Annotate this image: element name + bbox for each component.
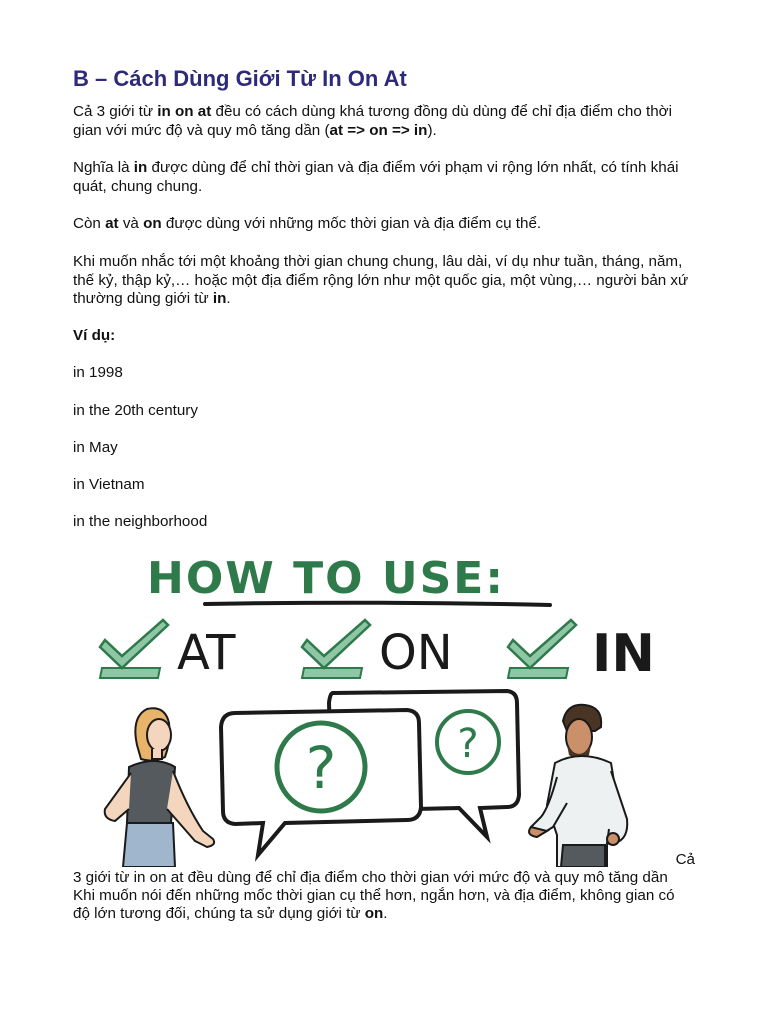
caption-line xyxy=(73,887,695,923)
text: Cả 3 giới từ xyxy=(73,103,158,120)
bold-text: at => on => in xyxy=(329,121,428,139)
option-at: AT xyxy=(177,625,236,681)
paragraph-in-meaning xyxy=(73,159,695,196)
text: ). xyxy=(427,121,437,139)
example-item: in 1998 xyxy=(73,364,123,381)
text: Còn xyxy=(73,215,106,232)
bold-text: on xyxy=(364,905,384,922)
paragraph-usage xyxy=(73,253,695,309)
caption-line: 3 giới từ in on at đều dùng để chỉ địa điểm cho thời gian với mức độ và quy mô tăng dần xyxy=(73,869,668,886)
bold-text: in on at xyxy=(157,103,212,120)
example-item: in May xyxy=(73,439,118,456)
paragraph-intro xyxy=(73,103,695,140)
bold-text: in xyxy=(133,159,148,176)
bold-text: on xyxy=(143,215,162,232)
option-on: ON xyxy=(379,625,453,681)
speech-bubble-front xyxy=(221,710,421,855)
section-heading: B – Cách Dùng Giới Từ In On At xyxy=(73,66,407,91)
examples-label: Ví dụ: xyxy=(73,327,116,344)
man-figure xyxy=(529,705,627,867)
illustration-title: HOW TO USE: xyxy=(147,553,505,604)
title-underline xyxy=(205,603,550,605)
text: và xyxy=(118,215,144,232)
text: Khi muốn nói đến những mốc thời gian cụ thể hơn, ngắn hơn, và địa điểm, không gian có độ lớn tương đối, chúng ta sử dụng giới từ xyxy=(73,887,675,922)
bold-text: in xyxy=(212,290,227,307)
paragraph-at-on xyxy=(73,215,695,234)
bold-text: at xyxy=(105,215,119,232)
question-mark: ? xyxy=(457,721,479,767)
question-mark: ? xyxy=(305,734,337,802)
how-to-use-illustration xyxy=(95,545,665,867)
example-item: in the neighborhood xyxy=(73,513,208,530)
text: Nghĩa là xyxy=(73,159,134,176)
woman-figure xyxy=(105,708,214,867)
caption-start: Cả xyxy=(675,851,695,868)
text: được dùng để chỉ thời gian và địa điểm với phạm vi rộng lớn nhất, có tính khái quát, chung chung. xyxy=(73,159,679,195)
check-icon xyxy=(100,620,168,678)
example-item: in Vietnam xyxy=(73,476,145,493)
text: Khi muốn nhắc tới một khoảng thời gian chung chung, lâu dài, ví dụ như tuần, tháng, năm, thế kỷ, thập kỷ,… hoặc một địa điểm rộng lớn như một quốc gia, một vùng,… người bản xứ thường dùng giới từ xyxy=(73,253,689,307)
example-item: in the 20th century xyxy=(73,402,198,419)
text: đều có cách dùng khá tương đồng dù dùng để chỉ địa điểm cho thời gian với mức độ và quy mô tăng dần ( xyxy=(73,103,672,139)
text: . xyxy=(226,290,231,307)
text: . xyxy=(383,905,388,922)
check-icon xyxy=(302,620,370,678)
option-in: IN xyxy=(592,624,655,684)
text: được dùng với những mốc thời gian và địa điểm cụ thể. xyxy=(161,215,542,232)
check-icon xyxy=(508,620,576,678)
